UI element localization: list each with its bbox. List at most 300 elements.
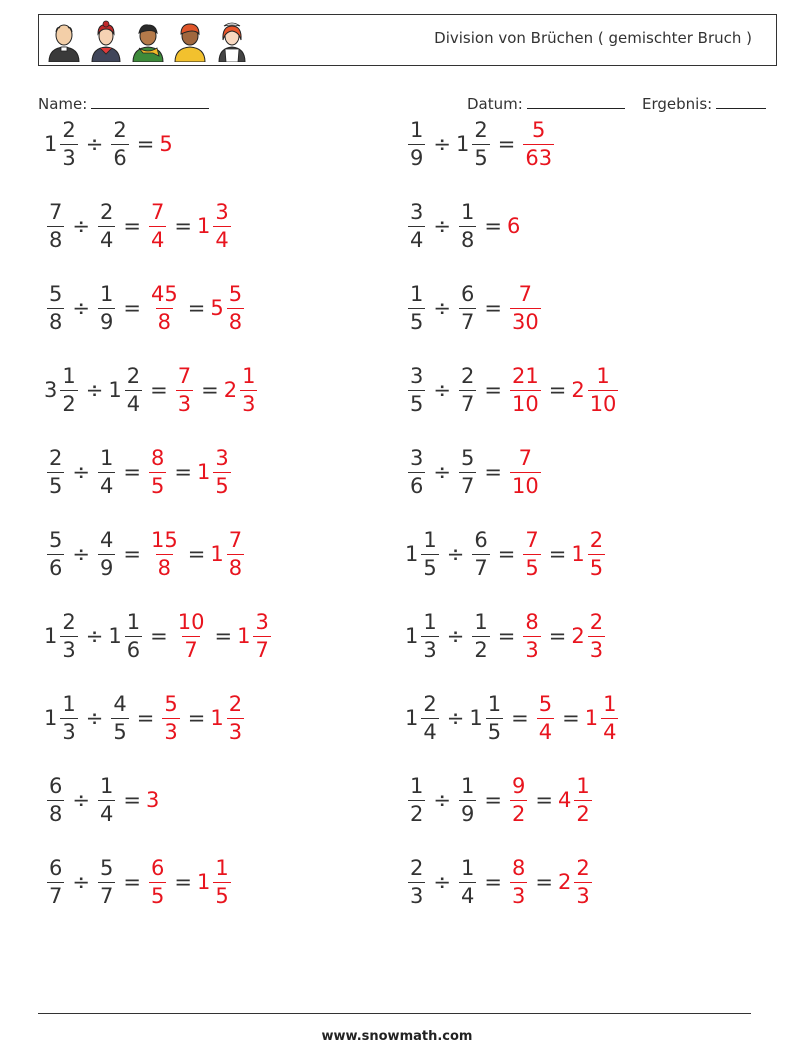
- answer-value-denominator: 5: [589, 555, 604, 580]
- dividend: [44, 281, 67, 334]
- answer-value: [196, 855, 234, 908]
- divisor-numerator: 1: [126, 609, 141, 634]
- answer-value-numerator: 1: [603, 691, 617, 716]
- answer-value-denominator: 63: [525, 145, 553, 170]
- answer-value: [210, 527, 247, 580]
- answer-value-denominator: 5: [525, 555, 539, 580]
- answer-value: [584, 691, 622, 744]
- divisor-denominator: 4: [99, 227, 114, 252]
- answer-value: [196, 199, 234, 252]
- divisor: [456, 281, 479, 334]
- answer: [479, 773, 594, 826]
- dividend-fraction: [408, 855, 425, 908]
- equals-sign: =: [484, 870, 502, 894]
- name-label: Name:: [38, 95, 88, 113]
- dividend-fraction: [47, 199, 64, 252]
- dividend-numerator: 1: [410, 117, 424, 142]
- answer: [145, 363, 260, 416]
- problem-item: [44, 441, 234, 503]
- dividend-denominator: 3: [410, 883, 424, 908]
- answer-value-fraction: [149, 199, 166, 252]
- equals-sign: =: [484, 378, 502, 402]
- dividend-denominator: 2: [62, 391, 76, 416]
- answer: [493, 527, 608, 580]
- divisor: [456, 445, 479, 498]
- divisor-numerator: 1: [99, 281, 114, 306]
- problem-item: [44, 195, 234, 257]
- divisor: [469, 527, 492, 580]
- answer-value-numerator: 8: [511, 855, 526, 880]
- answer-value: [520, 527, 543, 580]
- answer-value-denominator: 5: [215, 883, 229, 908]
- dividend-fraction: [408, 445, 425, 498]
- answer-value-whole: 1: [196, 870, 211, 894]
- divisor-denominator: 4: [99, 473, 114, 498]
- dividend-whole: 1: [405, 624, 419, 648]
- answer-value-denominator: 4: [215, 227, 229, 252]
- divisor-fraction: [459, 199, 476, 252]
- equals-sign: =: [548, 378, 567, 402]
- divisor-numerator: 1: [487, 691, 502, 716]
- dividend-denominator: 4: [423, 719, 437, 744]
- answer-value-fraction: [588, 363, 619, 416]
- divisor-fraction: [459, 281, 476, 334]
- divisor: [456, 855, 479, 908]
- divisor: [95, 855, 118, 908]
- dividend-numerator: 5: [49, 281, 63, 306]
- woman-avatar-icon: [87, 20, 125, 62]
- dividend-denominator: 3: [62, 637, 76, 662]
- divisor-denominator: 7: [99, 883, 114, 908]
- answer-value-denominator: 7: [255, 637, 269, 662]
- problem-item: [405, 605, 608, 667]
- dividend-numerator: 1: [423, 527, 437, 552]
- dividend-denominator: 3: [423, 637, 437, 662]
- dividend-numerator: 2: [423, 691, 437, 716]
- answer-value-numerator: 10: [177, 609, 205, 634]
- answer-value-fraction: [149, 855, 166, 908]
- dividend-numerator: 1: [423, 609, 437, 634]
- equals-sign: =: [497, 132, 516, 156]
- divisor-fraction: [472, 527, 489, 580]
- dividend-whole: 1: [44, 624, 58, 648]
- equals-sign: =: [562, 706, 580, 730]
- answer-value-numerator: 5: [538, 691, 553, 716]
- answer-value: [507, 363, 544, 416]
- equals-sign: =: [484, 296, 502, 320]
- answer: [118, 855, 233, 908]
- answer-value: [196, 445, 234, 498]
- answer-value-fraction: [253, 609, 270, 662]
- answer-value: [237, 609, 274, 662]
- dividend-fraction: [408, 363, 425, 416]
- answer-value-numerator: 7: [525, 527, 539, 552]
- answer-value-denominator: 2: [576, 801, 590, 826]
- divisor: [95, 527, 118, 580]
- divisor-numerator: 4: [113, 691, 127, 716]
- answer-value-numerator: 5: [228, 281, 243, 306]
- equals-sign: =: [535, 870, 553, 894]
- answer-value-fraction: [523, 527, 540, 580]
- dividend-denominator: 5: [49, 473, 63, 498]
- dividend: [44, 527, 67, 580]
- problem-item: [405, 113, 557, 175]
- answer-value-fraction: [588, 527, 605, 580]
- divisor-whole: 1: [455, 132, 470, 156]
- divisor-numerator: 5: [460, 445, 475, 470]
- dividend-fraction: [47, 855, 64, 908]
- answer-value: [557, 855, 595, 908]
- answer-value-denominator: 3: [511, 883, 526, 908]
- answer-value-denominator: 2: [511, 801, 526, 826]
- answer-value-denominator: 30: [511, 309, 539, 334]
- divisor-whole: 1: [469, 706, 483, 730]
- answer-value-whole: 2: [571, 378, 585, 402]
- answer-value: [507, 773, 530, 826]
- equals-sign: =: [174, 214, 192, 238]
- dividend: [405, 199, 428, 252]
- dividend-numerator: 6: [49, 773, 63, 798]
- dividend-denominator: 3: [62, 145, 76, 170]
- answer-value-fraction: [601, 691, 618, 744]
- divisor: [455, 117, 493, 170]
- divisor-fraction: [111, 691, 128, 744]
- divisor-denominator: 4: [99, 801, 114, 826]
- answer-value-denominator: 8: [157, 309, 172, 334]
- divisor-denominator: 9: [99, 555, 114, 580]
- divisor-numerator: 2: [126, 363, 141, 388]
- divide-sign: ÷: [72, 460, 90, 484]
- dividend: [44, 199, 67, 252]
- dividend-fraction: [47, 281, 64, 334]
- divisor-fraction: [472, 117, 489, 170]
- divisor-fraction: [459, 773, 476, 826]
- divide-sign: ÷: [85, 378, 104, 402]
- equals-sign: =: [548, 624, 567, 648]
- answer-value: [520, 609, 543, 662]
- divisor-denominator: 5: [487, 719, 502, 744]
- dividend-fraction: [60, 609, 77, 662]
- answer: [132, 691, 247, 744]
- answer-value-denominator: 8: [157, 555, 172, 580]
- dividend-whole: 1: [405, 706, 419, 730]
- answer-value-whole: 2: [223, 378, 238, 402]
- answer-value-numerator: 1: [596, 363, 610, 388]
- divisor-numerator: 1: [99, 773, 114, 798]
- divisor-numerator: 6: [460, 281, 475, 306]
- dividend-denominator: 8: [49, 309, 63, 334]
- equals-sign: =: [214, 624, 233, 648]
- problem-item: [405, 687, 621, 749]
- divisor-fraction: [125, 363, 142, 416]
- answer: [479, 855, 594, 908]
- dividend-fraction: [60, 117, 77, 170]
- problem-item: [405, 769, 595, 831]
- answer-value-numerator: 1: [576, 773, 590, 798]
- equals-sign: =: [187, 706, 206, 730]
- dividend: [44, 445, 67, 498]
- answer-value-denominator: 4: [150, 227, 165, 252]
- divisor: [469, 609, 492, 662]
- dividend: [405, 363, 428, 416]
- answer-value-fraction: [240, 363, 257, 416]
- divisor-denominator: 7: [460, 473, 475, 498]
- answer-value-whole: 2: [557, 870, 572, 894]
- answer-value-numerator: 7: [150, 199, 165, 224]
- problem-item: [405, 851, 595, 913]
- divide-sign: ÷: [433, 378, 451, 402]
- divisor-fraction: [98, 773, 115, 826]
- problem-item: [44, 113, 173, 175]
- equals-sign: =: [511, 706, 529, 730]
- equals-sign: =: [187, 296, 206, 320]
- divisor: [95, 773, 118, 826]
- date-blank[interactable]: [527, 94, 625, 109]
- dividend-denominator: 5: [423, 555, 437, 580]
- dividend-numerator: 2: [62, 609, 76, 634]
- divisor: [108, 691, 131, 744]
- answer-value-fraction: [149, 527, 180, 580]
- answer-value-denominator: 3: [228, 719, 243, 744]
- answer-value-denominator: 10: [511, 391, 539, 416]
- answer-value-whole: 1: [210, 706, 224, 730]
- dividend-fraction: [421, 609, 438, 662]
- divisor-whole: 1: [108, 378, 122, 402]
- answer-value: [507, 445, 544, 498]
- dividend-fraction: [60, 363, 77, 416]
- divisor-denominator: 4: [460, 883, 475, 908]
- divide-sign: ÷: [85, 132, 104, 156]
- answer: [118, 788, 159, 812]
- divide-sign: ÷: [433, 214, 451, 238]
- answer-value: [571, 363, 621, 416]
- answer: [493, 117, 557, 170]
- equals-sign: =: [484, 214, 502, 238]
- answer-value-numerator: 8: [150, 445, 165, 470]
- divide-sign: ÷: [446, 624, 465, 648]
- answer-value-fraction: [227, 281, 244, 334]
- answer-value-fraction: [227, 527, 244, 580]
- dividend: [44, 609, 81, 662]
- answer-value: [507, 214, 520, 238]
- dividend: [44, 363, 81, 416]
- equals-sign: =: [123, 542, 141, 566]
- divide-sign: ÷: [72, 870, 90, 894]
- divisor-denominator: 4: [126, 391, 141, 416]
- answer-value-denominator: 5: [150, 883, 165, 908]
- equals-sign: =: [150, 378, 168, 402]
- dividend-fraction: [421, 691, 438, 744]
- divisor-fraction: [98, 281, 115, 334]
- divisor: [95, 445, 118, 498]
- answer-value-denominator: 8: [228, 555, 243, 580]
- dividend: [405, 609, 442, 662]
- equals-sign: =: [174, 870, 192, 894]
- divide-sign: ÷: [433, 296, 451, 320]
- divide-sign: ÷: [72, 214, 90, 238]
- answer-value-denominator: 10: [589, 391, 617, 416]
- answer-value-numerator: 3: [215, 199, 229, 224]
- divisor-denominator: 5: [474, 145, 488, 170]
- divide-sign: ÷: [433, 870, 451, 894]
- answer-value-whole: 5: [159, 132, 173, 156]
- divisor-numerator: 1: [460, 855, 475, 880]
- problem-item: [405, 523, 608, 585]
- answer-value: [146, 445, 169, 498]
- answer-value: [146, 281, 183, 334]
- date-field: [467, 94, 625, 113]
- answer-value-fraction: [537, 691, 554, 744]
- answer: [145, 609, 274, 662]
- divisor-denominator: 8: [460, 227, 475, 252]
- divide-sign: ÷: [85, 706, 104, 730]
- dividend: [44, 117, 81, 170]
- equals-sign: =: [123, 214, 141, 238]
- result-label: Ergebnis:: [642, 95, 713, 113]
- divisor-fraction: [459, 855, 476, 908]
- answer-value-denominator: 3: [164, 719, 178, 744]
- answer-value-whole: 5: [210, 296, 224, 320]
- answer: [118, 445, 233, 498]
- divisor-numerator: 2: [113, 117, 127, 142]
- divisor: [95, 199, 118, 252]
- divisor-fraction: [98, 445, 115, 498]
- worksheet-header: [38, 14, 777, 66]
- answer-value-fraction: [149, 445, 166, 498]
- answer-value-numerator: 15: [150, 527, 178, 552]
- answer-value-fraction: [510, 363, 541, 416]
- answer-value-fraction: [176, 363, 193, 416]
- answer-value-numerator: 2: [228, 691, 243, 716]
- dividend: [405, 445, 428, 498]
- dividend: [405, 773, 428, 826]
- answer-value-denominator: 10: [511, 473, 539, 498]
- dividend: [405, 281, 428, 334]
- answer-value-numerator: 3: [215, 445, 229, 470]
- answer-value-fraction: [588, 609, 605, 662]
- equals-sign: =: [201, 378, 219, 402]
- equals-sign: =: [484, 460, 502, 484]
- dividend-numerator: 2: [410, 855, 424, 880]
- divisor: [95, 281, 118, 334]
- answer-value-fraction: [227, 691, 244, 744]
- divisor-numerator: 6: [474, 527, 488, 552]
- dividend-numerator: 2: [62, 117, 76, 142]
- answer: [506, 691, 621, 744]
- divide-sign: ÷: [72, 788, 90, 812]
- answer: [132, 132, 173, 156]
- answer-value-numerator: 9: [511, 773, 526, 798]
- answer-value: [507, 281, 544, 334]
- dividend-fraction: [421, 527, 438, 580]
- divide-sign: ÷: [72, 296, 90, 320]
- dividend: [44, 691, 81, 744]
- equals-sign: =: [136, 132, 155, 156]
- divisor-denominator: 6: [113, 145, 127, 170]
- answer-value-denominator: 5: [150, 473, 165, 498]
- problem-item: [405, 277, 544, 339]
- answer-value-fraction: [574, 773, 591, 826]
- answer-value-numerator: 3: [255, 609, 269, 634]
- answer-value-fraction: [510, 445, 541, 498]
- dividend-numerator: 1: [410, 773, 424, 798]
- answer-value-numerator: 1: [215, 855, 229, 880]
- answer-value-whole: 4: [557, 788, 572, 812]
- dividend-numerator: 3: [410, 199, 424, 224]
- answer-value-numerator: 1: [242, 363, 256, 388]
- answer-value-denominator: 7: [184, 637, 198, 662]
- divisor: [456, 199, 479, 252]
- answer-value-numerator: 6: [150, 855, 165, 880]
- dividend-numerator: 1: [410, 281, 424, 306]
- divisor-denominator: 7: [460, 309, 475, 334]
- dividend-denominator: 5: [410, 391, 424, 416]
- dividend: [405, 691, 442, 744]
- result-blank[interactable]: [716, 94, 766, 109]
- problem-item: [44, 523, 247, 585]
- answer-value: [210, 691, 247, 744]
- divisor: [456, 363, 479, 416]
- divisor: [108, 363, 145, 416]
- problem-item: [405, 441, 544, 503]
- divide-sign: ÷: [85, 624, 104, 648]
- answer: [493, 609, 608, 662]
- dividend: [405, 117, 428, 170]
- answer-value: [223, 363, 261, 416]
- equals-sign: =: [123, 788, 141, 812]
- answer: [118, 199, 233, 252]
- divide-sign: ÷: [433, 460, 451, 484]
- answer-value: [146, 788, 159, 812]
- divisor-denominator: 6: [126, 637, 141, 662]
- answer-value-denominator: 4: [538, 719, 553, 744]
- equals-sign: =: [484, 788, 502, 812]
- dividend: [44, 773, 67, 826]
- divisor-numerator: 1: [460, 199, 475, 224]
- answer-value: [534, 691, 557, 744]
- dividend-whole: 3: [44, 378, 58, 402]
- divide-sign: ÷: [433, 132, 451, 156]
- answer: [118, 527, 247, 580]
- problem-item: [44, 851, 234, 913]
- name-blank[interactable]: [91, 94, 209, 109]
- answer-value-numerator: 2: [576, 855, 590, 880]
- equals-sign: =: [187, 542, 206, 566]
- answer-value-denominator: 3: [576, 883, 590, 908]
- divisor-whole: 1: [108, 624, 122, 648]
- answer-value-denominator: 3: [177, 391, 192, 416]
- divisor-fraction: [125, 609, 142, 662]
- boy-avatar-icon: [171, 20, 209, 62]
- answer: [479, 281, 543, 334]
- worksheet-title: Division von Brüchen ( gemischter Bruch ): [434, 29, 752, 47]
- dividend-denominator: 7: [49, 883, 63, 908]
- answer-value-fraction: [149, 281, 180, 334]
- problem-item: [44, 687, 247, 749]
- result-field: [642, 94, 766, 113]
- answer-value-numerator: 45: [150, 281, 178, 306]
- dividend-denominator: 4: [410, 227, 424, 252]
- dividend-denominator: 5: [410, 309, 424, 334]
- answer-value-fraction: [162, 691, 179, 744]
- answer-value: [507, 855, 530, 908]
- answer-value-denominator: 3: [242, 391, 256, 416]
- divisor-denominator: 9: [99, 309, 114, 334]
- divisor-numerator: 5: [99, 855, 114, 880]
- answer-value-whole: 1: [237, 624, 251, 648]
- dividend-numerator: 3: [410, 445, 424, 470]
- answer-value-numerator: 8: [525, 609, 539, 634]
